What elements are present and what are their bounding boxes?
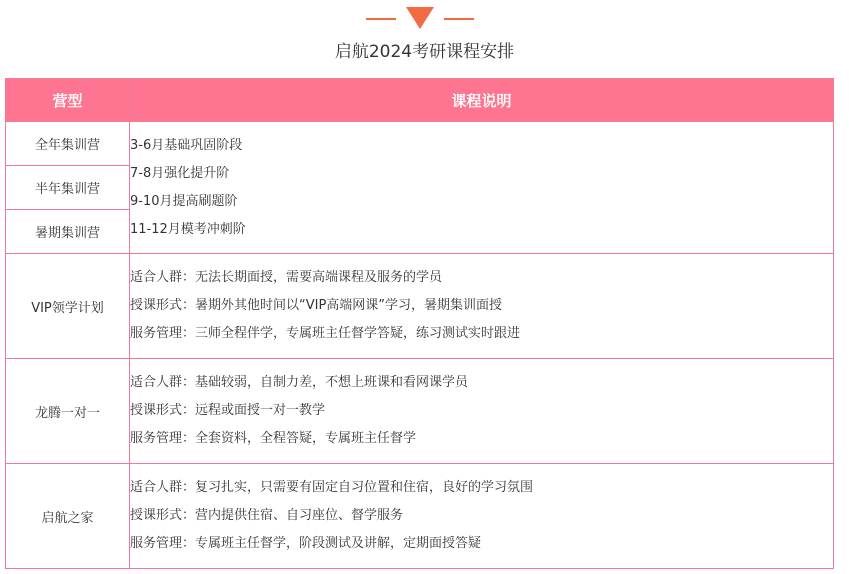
header-course-description: 课程说明 <box>130 79 834 122</box>
program-description <box>130 464 834 569</box>
program-description <box>130 254 834 359</box>
decoration-line-right <box>444 18 474 20</box>
description-line: 服务管理：三师全程伴学，专属班主任督学答疑，练习测试实时跟进 <box>130 326 521 341</box>
stage-line: 7-8月强化提升阶 <box>130 165 230 181</box>
stage-line: 3-6月基础巩固阶段 <box>130 137 243 153</box>
table-row <box>6 122 834 166</box>
description-line: 服务管理：专属班主任督学，阶段测试及讲解，定期面授答疑 <box>130 536 482 551</box>
table-row <box>6 359 834 464</box>
table-row <box>6 254 834 359</box>
stage-line: 9-10月提高刷题阶 <box>130 193 238 209</box>
description-line: 适合人群：复习扎实，只需要有固定自习位置和住宿，良好的学习氛围 <box>130 480 534 495</box>
description-line: 适合人群：无法长期面授，需要高端课程及服务的学员 <box>130 270 443 285</box>
decoration-line-left <box>366 18 396 20</box>
camp-name: 半年集训营 <box>6 166 130 210</box>
camp-name: 全年集训营 <box>6 122 130 166</box>
stage-description <box>130 122 834 254</box>
header-camp-type: 营型 <box>6 79 130 122</box>
description-line: 授课形式：远程或面授一对一教学 <box>130 403 326 418</box>
description-line: 服务管理：全套资料，全程答疑，专属班主任督学 <box>130 431 417 446</box>
description-line: 授课形式：暑期外其他时间以“VIP高端网课”学习，暑期集训面授 <box>130 298 503 313</box>
camp-name: 暑期集训营 <box>6 210 130 254</box>
title-decoration <box>0 0 849 40</box>
program-name: 龙腾一对一 <box>6 359 130 464</box>
description-line: 授课形式：营内提供住宿、自习座位、督学服务 <box>130 508 404 523</box>
table-row <box>6 464 834 569</box>
program-name: VIP领学计划 <box>6 254 130 359</box>
program-name: 启航之家 <box>6 464 130 569</box>
triangle-down-icon <box>406 7 434 29</box>
description-line: 适合人群：基础较弱，自制力差，不想上班课和看网课学员 <box>130 375 469 390</box>
table-header-row <box>6 79 834 122</box>
program-description <box>130 359 834 464</box>
course-schedule-table <box>5 78 834 569</box>
stage-line: 11-12月模考冲刺阶 <box>130 221 246 237</box>
page-title: 启航2024考研课程安排 <box>334 42 515 62</box>
